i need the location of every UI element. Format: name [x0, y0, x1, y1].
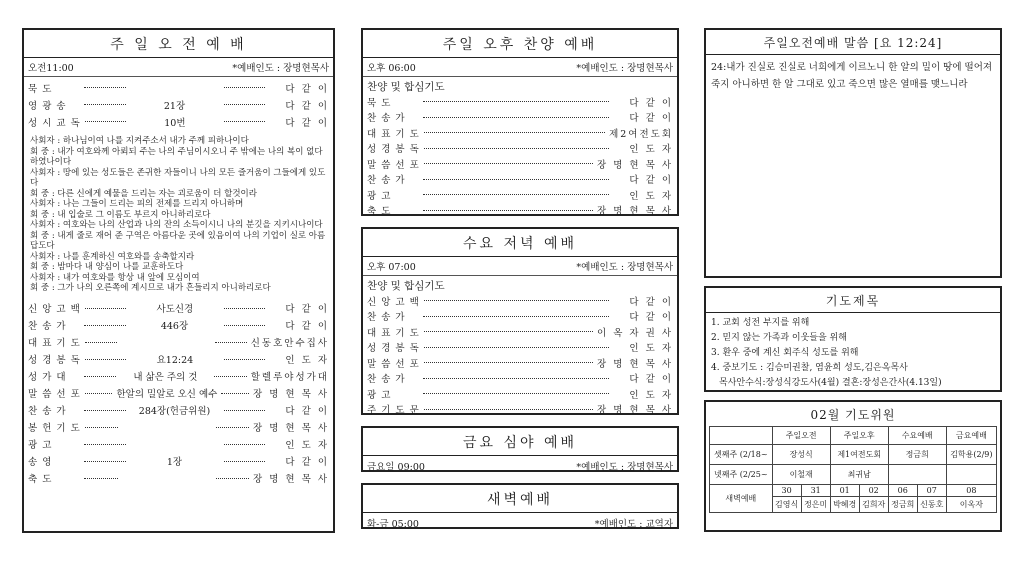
- dotted-leader: [224, 104, 266, 105]
- prayer-item: 목사안수식:장성식강도사(4월) 결혼:장성은간사(4.13일): [719, 378, 942, 388]
- sunday-morning-panel: [22, 28, 335, 533]
- order-row: [367, 324, 673, 340]
- dotted-leader: [423, 393, 609, 394]
- order-item-person: 다 같 이: [629, 312, 673, 324]
- roster-table: [709, 426, 997, 513]
- order-row: [367, 340, 673, 356]
- roster-row: [710, 465, 997, 485]
- roster-cell: 제1여전도회: [830, 445, 888, 465]
- order-item-person: 인 도 자: [629, 190, 673, 202]
- dotted-leader: [423, 117, 609, 118]
- order-row: [28, 368, 329, 385]
- order-item-label: 말 씀 선 포: [367, 358, 420, 370]
- order-item-person: 인 도 자: [629, 343, 673, 355]
- order-item-label: 묵 도: [367, 97, 392, 109]
- responsive-line: 회 중 : 내가 여호와께 아뢰되 주는 나의 주님이시오니 주 밖에는 나의 복이 없다 하였나이다: [30, 146, 323, 167]
- dotted-leader: [84, 444, 126, 445]
- roster-dawn-date: 06: [888, 485, 917, 497]
- sunday-morning-order-bottom: [28, 300, 329, 487]
- dotted-leader: [84, 376, 116, 377]
- sunday-afternoon-heading: 찬양 및 합심기도: [367, 81, 445, 93]
- roster-dawn-label: 새벽예배: [710, 485, 773, 513]
- order-item-person: 다 같 이: [629, 175, 673, 187]
- responsive-line: 사회자 : 땅에 있는 성도들은 존귀한 자들이니 나의 모든 즐거움이 그들에게 있도다: [30, 167, 326, 188]
- dotted-leader: [224, 308, 265, 309]
- order-row: [28, 385, 329, 402]
- roster-dawn-row: [710, 485, 997, 497]
- order-item-person: 장 명 현 목 사: [597, 405, 673, 417]
- wednesday-leader: *예배인도 : 장명현목사: [576, 262, 673, 273]
- friday-title: 금요 심야 예배: [363, 428, 677, 456]
- sunday-morning-title: 주 일 오 전 예 배: [24, 30, 333, 58]
- responsive-line: 회 중 : 다른 신에게 예물을 드리는 자는 괴로움이 더 할것이라: [30, 188, 257, 199]
- dawn-subheader: [363, 513, 677, 532]
- order-item-label: 신 앙 고 백: [28, 304, 81, 315]
- order-row: [367, 355, 673, 371]
- dotted-leader: [424, 163, 593, 164]
- order-row: [367, 187, 673, 203]
- order-item-person: 장 명 현 목 사: [253, 423, 329, 434]
- dotted-leader: [84, 478, 118, 479]
- dotted-leader: [85, 342, 117, 343]
- sunday-afternoon-title: 주일 오후 찬양 예배: [363, 30, 677, 58]
- dotted-leader: [85, 393, 113, 394]
- dotted-leader: [84, 325, 126, 326]
- order-item-person: 다 같 이: [285, 321, 329, 332]
- order-item-label: 성 가 대: [28, 372, 67, 383]
- roster-dawn-date: 08: [946, 485, 996, 497]
- order-row: [28, 453, 329, 470]
- order-item-person: 장 명 현 목 사: [253, 389, 329, 400]
- order-item-detail: 284장(헌금위원): [138, 406, 211, 417]
- responsive-reading: [28, 136, 329, 294]
- prayer-item: 3. 환우 중에 계신 회주식 성도를 위해: [711, 348, 859, 358]
- order-row: [28, 96, 329, 113]
- roster-row: [710, 445, 997, 465]
- order-row: [367, 156, 673, 172]
- roster-dawn-name: 김희자: [859, 497, 888, 513]
- roster-cell: 최귀남: [830, 465, 888, 485]
- roster-dawn-date: 01: [830, 485, 859, 497]
- order-item-label: 묵 도: [28, 83, 53, 95]
- dotted-leader: [84, 87, 126, 88]
- dotted-leader: [423, 194, 609, 195]
- wednesday-time: 오후 07:00: [367, 262, 416, 273]
- order-item-detail: 21장: [163, 100, 186, 112]
- roster-dawn-name: 김영식: [772, 497, 801, 513]
- dotted-leader: [224, 325, 266, 326]
- prayer-title: 기도제목: [706, 288, 1000, 313]
- wednesday-subheader: [363, 257, 677, 276]
- roster-cell: [888, 465, 946, 485]
- order-item-person: 다 같 이: [629, 374, 673, 386]
- roster-dawn-name: 신동호: [917, 497, 946, 513]
- order-row: [28, 436, 329, 453]
- responsive-line: 사회자 : 나는 그들이 드리는 피의 전제를 드리지 아니하며: [30, 199, 244, 209]
- sunday-afternoon-subheader: [363, 58, 677, 77]
- order-item-person: 인 도 자: [285, 355, 329, 366]
- dotted-leader: [215, 342, 247, 343]
- order-item-detail: 내 삶은 주의 것: [133, 372, 198, 383]
- dotted-leader: [423, 378, 609, 379]
- roster-dawn-date: 07: [917, 485, 946, 497]
- dotted-leader: [224, 359, 265, 360]
- order-item-person: 다 같 이: [285, 457, 329, 468]
- responsive-line: 사회자 : 내가 여호와를 항상 내 앞에 모심이여: [30, 272, 200, 283]
- dotted-leader: [424, 148, 609, 149]
- sermon-text: 24:내가 진실로 진실로 너희에게 이르노니 한 알의 밀이 땅에 떨어져 죽지 아니하면 한 알 그대로 있고 죽으면 많은 열매를 맺느니라: [711, 62, 993, 90]
- order-item-label: 대 표 기 도: [367, 327, 420, 339]
- sunday-morning-order-top: [28, 79, 329, 130]
- roster-dawn-name: 이옥자: [946, 497, 996, 513]
- roster-dawn-name: 정금희: [888, 497, 917, 513]
- order-item-label: 광 고: [367, 389, 392, 401]
- dotted-leader: [221, 393, 249, 394]
- order-row: [28, 334, 329, 351]
- order-item-label: 신 앙 고 백: [367, 296, 420, 308]
- order-item-label: 말 씀 선 포: [367, 159, 420, 171]
- wednesday-title: 수요 저녁 예배: [363, 229, 677, 257]
- wednesday-heading: 찬양 및 합심기도: [367, 280, 445, 292]
- dotted-leader: [423, 210, 593, 211]
- prayer-panel: [704, 286, 1002, 392]
- order-row: [367, 125, 673, 141]
- dotted-leader: [214, 376, 246, 377]
- sermon-title: 주일오전예배 말씀 [요 12:24]: [706, 30, 1000, 55]
- order-item-person: 제2여전도회: [609, 128, 673, 140]
- dawn-title: 새벽예배: [363, 485, 677, 513]
- sunday-afternoon-order: [367, 94, 673, 218]
- order-item-label: 찬 송 가: [367, 374, 406, 386]
- order-item-person: 신동호안수집사: [250, 338, 329, 349]
- order-item-person: 다 같 이: [629, 296, 673, 308]
- sermon-panel: [704, 28, 1002, 278]
- dotted-leader: [424, 409, 593, 410]
- order-item-person: 다 같 이: [285, 117, 329, 129]
- roster-header-row: [710, 427, 997, 445]
- order-item-person: 할렐루야성가대: [250, 372, 329, 383]
- roster-cell: 넷째주 (2/25~: [710, 465, 773, 485]
- order-row: [367, 371, 673, 387]
- order-row: [367, 94, 673, 110]
- dotted-leader: [423, 316, 609, 317]
- friday-time: 금요일 09:00: [367, 462, 425, 473]
- order-item-person: 장 명 현 목 사: [597, 206, 673, 218]
- order-item-label: 찬 송 가: [367, 175, 406, 187]
- order-row: [28, 402, 329, 419]
- dotted-leader: [84, 410, 126, 411]
- friday-panel: [361, 426, 679, 472]
- order-item-label: 축 도: [367, 206, 392, 218]
- roster-header-cell: [710, 427, 773, 445]
- dotted-leader: [85, 427, 118, 428]
- order-row: [367, 110, 673, 126]
- dotted-leader: [424, 132, 605, 133]
- roster-dawn-name: 박혜경: [830, 497, 859, 513]
- order-item-label: 송 영: [28, 457, 53, 468]
- order-item-person: 다 같 이: [285, 100, 329, 112]
- order-item-label: 성 경 봉 독: [367, 144, 420, 156]
- order-item-person: 다 같 이: [285, 406, 329, 417]
- order-row: [28, 470, 329, 487]
- roster-dawn-date: 31: [801, 485, 830, 497]
- order-row: [367, 203, 673, 219]
- order-row: [367, 402, 673, 418]
- order-row: [28, 351, 329, 368]
- dotted-leader: [424, 300, 609, 301]
- order-item-person: 다 같 이: [285, 304, 329, 315]
- order-item-person: 인 도 자: [285, 440, 329, 451]
- order-item-label: 봉 헌 기 도: [28, 423, 81, 434]
- order-item-label: 성 시 교 독: [28, 117, 81, 129]
- order-item-detail: 요12:24: [156, 355, 194, 366]
- order-item-label: 말 씀 선 포: [28, 389, 81, 400]
- roster-header-cell: 주일오전: [772, 427, 830, 445]
- order-row: [367, 172, 673, 188]
- order-item-detail: 1장: [166, 457, 183, 468]
- friday-subheader: [363, 456, 677, 475]
- order-item-label: 광 고: [28, 440, 53, 451]
- dotted-leader: [423, 179, 609, 180]
- friday-leader: *예배인도 : 장명현목사: [576, 462, 673, 473]
- order-item-label: 찬 송 가: [28, 406, 67, 417]
- order-item-label: 대 표 기 도: [367, 128, 420, 140]
- order-item-label: 성 경 봉 독: [28, 355, 81, 366]
- order-row: [28, 113, 329, 130]
- dotted-leader: [224, 444, 266, 445]
- roster-dawn-date: 02: [859, 485, 888, 497]
- order-item-person: 이 옥 자 권 사: [597, 327, 673, 339]
- order-row: [28, 300, 329, 317]
- roster-cell: 셋째주 (2/18~: [710, 445, 773, 465]
- sunday-morning-leader: *예배인도 : 장명현목사: [232, 63, 329, 74]
- order-item-label: 찬 송 가: [28, 321, 67, 332]
- dawn-time: 화-금 05:00: [367, 519, 419, 530]
- order-item-person: 다 같 이: [629, 97, 673, 109]
- responsive-line: 사회자 : 나를 훈계하신 여호와를 송축할지라: [30, 251, 195, 262]
- order-item-person: 장 명 현 목 사: [253, 474, 329, 485]
- dotted-leader: [424, 347, 609, 348]
- order-item-label: 축 도: [28, 474, 53, 485]
- responsive-line: 회 중 : 그가 나의 오른쪽에 계시므로 내가 흔들리지 아니하리로다: [30, 283, 271, 293]
- order-row: [367, 141, 673, 157]
- wednesday-order: [367, 293, 673, 417]
- dotted-leader: [85, 359, 126, 360]
- sunday-afternoon-time: 오후 06:00: [367, 63, 416, 74]
- roster-cell: 장성식: [772, 445, 830, 465]
- order-item-detail: 446장: [160, 321, 189, 332]
- order-item-label: 광 고: [367, 190, 392, 202]
- dotted-leader: [84, 104, 126, 105]
- order-item-label: 찬 송 가: [367, 312, 406, 324]
- sunday-morning-subheader: [24, 58, 333, 77]
- sunday-afternoon-panel: [361, 28, 679, 216]
- dotted-leader: [84, 461, 126, 462]
- responsive-line: 회 중 : 내게 줄로 재어 준 구역은 아름다운 곳에 있음이여 나의 기업이 실로 아름답도다: [30, 230, 326, 251]
- responsive-line: 회 중 : 밤마다 내 양심이 나를 교훈하도다: [30, 262, 184, 272]
- dotted-leader: [85, 121, 126, 122]
- roster-title: 02월 기도위원: [810, 408, 896, 422]
- order-row: [367, 293, 673, 309]
- order-item-person: 다 같 이: [285, 83, 329, 95]
- order-item-label: 영 광 송: [28, 100, 67, 112]
- order-item-label: 주 기 도 문: [367, 405, 420, 417]
- responsive-line: 사회자 : 하나님이여 나를 지켜주소서 내가 주께 피하나이다: [30, 136, 249, 146]
- dotted-leader: [85, 308, 126, 309]
- dotted-leader: [224, 461, 266, 462]
- order-item-person: 장 명 현 목 사: [597, 159, 673, 171]
- roster-panel: [704, 400, 1002, 532]
- order-row: [28, 79, 329, 96]
- dotted-leader: [424, 331, 593, 332]
- order-item-detail: 10번: [164, 117, 186, 129]
- dotted-leader: [224, 87, 266, 88]
- dotted-leader: [224, 121, 265, 122]
- dawn-leader: *예배인도 : 교역자: [594, 519, 673, 530]
- prayer-item: 1. 교회 성전 부지를 위해: [711, 318, 810, 328]
- roster-dawn-name: 정은미: [801, 497, 830, 513]
- dotted-leader: [423, 101, 609, 102]
- order-row: [28, 419, 329, 436]
- order-row: [367, 386, 673, 402]
- roster-header-cell: 주일오후: [830, 427, 888, 445]
- roster-dawn-date: 30: [772, 485, 801, 497]
- order-item-label: 찬 송 가: [367, 113, 406, 125]
- sunday-afternoon-leader: *예배인도 : 장명현목사: [576, 63, 673, 74]
- order-row: [28, 317, 329, 334]
- dotted-leader: [216, 427, 249, 428]
- prayer-list: [706, 313, 1000, 394]
- responsive-line: 사회자 : 여호와는 나의 산업과 나의 잔의 소득이시니 나의 분깃을 지키시나이다: [30, 220, 323, 230]
- order-item-person: 장 명 현 목 사: [597, 358, 673, 370]
- order-item-person: 다 같 이: [629, 113, 673, 125]
- dotted-leader: [216, 478, 250, 479]
- order-item-label: 대 표 기 도: [28, 338, 81, 349]
- order-item-detail: 사도신경: [156, 304, 194, 315]
- roster-cell: 이철재: [772, 465, 830, 485]
- order-item-detail: 한알의 밀알로 오신 예수: [116, 389, 218, 400]
- roster-header-cell: 금요예배: [946, 427, 996, 445]
- roster-header-cell: 수요예배: [888, 427, 946, 445]
- wednesday-panel: [361, 227, 679, 415]
- sunday-morning-time: 오전11:00: [28, 63, 74, 74]
- order-item-label: 성 경 봉 독: [367, 343, 420, 355]
- order-row: [367, 309, 673, 325]
- responsive-line: 회 중 : 내 입술로 그 이름도 부르지 아니하리로다: [30, 209, 211, 220]
- dotted-leader: [424, 362, 593, 363]
- roster-cell: 김학용(2/9): [946, 445, 996, 465]
- prayer-item: 2. 믿지 않는 가족과 이웃들을 위해: [711, 333, 847, 343]
- dotted-leader: [224, 410, 266, 411]
- roster-cell: [946, 465, 996, 485]
- roster-cell: 정금희: [888, 445, 946, 465]
- order-item-person: 인 도 자: [629, 144, 673, 156]
- prayer-item: 4. 중보기도 : 김승미권찰, 염윤희 성도,김은옥목사: [711, 363, 908, 373]
- order-item-person: 인 도 자: [629, 389, 673, 401]
- dawn-panel: [361, 483, 679, 529]
